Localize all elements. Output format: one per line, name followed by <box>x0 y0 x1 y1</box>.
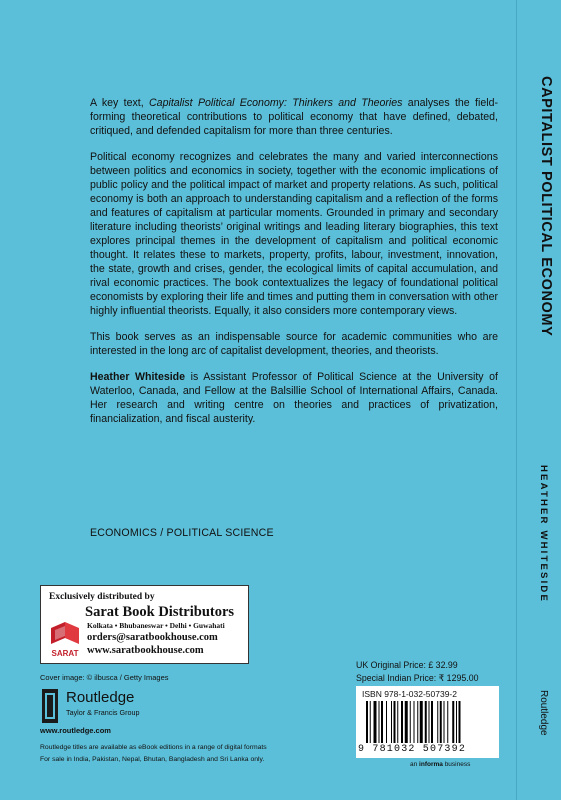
barcode-bar <box>397 701 398 743</box>
barcode-bar <box>425 701 427 743</box>
author-bio <box>90 370 498 426</box>
barcode-bar <box>444 701 445 743</box>
barcode-bar <box>410 701 411 743</box>
barcode-icon <box>366 701 490 743</box>
barcode-bar <box>456 701 457 743</box>
barcode-bar <box>420 701 423 743</box>
blurb-paragraph-1 <box>90 96 498 138</box>
informa-business-tag <box>410 761 470 768</box>
spine-author: HEATHER WHITESIDE <box>538 465 549 604</box>
spine-publisher: Routledge <box>538 690 549 736</box>
book-title-italic: Capitalist Political Economy: Thinkers and Theories <box>149 97 403 109</box>
sarat-logo <box>47 618 83 658</box>
barcode-bar <box>401 701 403 743</box>
barcode-bar <box>452 701 454 743</box>
isbn-text: ISBN 978-1-032-50739-2 <box>362 689 457 699</box>
barcode-bar <box>386 701 387 743</box>
barcode-bar <box>374 701 377 743</box>
publisher-group: Taylor & Francis Group <box>66 708 140 717</box>
author-name: Heather Whiteside <box>90 371 186 383</box>
barcode-bar <box>366 701 368 743</box>
barcode-bar <box>394 701 396 743</box>
blurb-paragraph-2: Political economy recognizes and celebrates the many and varied interconnections between politics and economics in society, together with the economic implications of public policy and the political impact of market and property relations. As such, political economy is both an approach to understanding capitalism and a reflection of the forms and features of capitalism at particular moments. Grounded in primary and secondary literature including theorists’ original writings and leading literary biographies, this text explores principal themes in the development of capitalism and political economic thought. It relates these to markets, property, profits, labour, investment, innovation, the state, growth and crises, gender, the ecological limits of capital accumulation, and rival economic practices. The book contextualizes the legacy of foundational political economists by exploring their life and times and putting them in conversation with other highly influential theorists. Equally, it also considers more contemporary views. <box>90 151 498 317</box>
spine-fold-line <box>516 0 517 800</box>
informa-post: business <box>442 761 471 768</box>
barcode-bar <box>437 701 438 743</box>
barcode-bar <box>405 701 408 743</box>
routledge-logo-icon <box>42 689 58 723</box>
barcode-bar <box>370 701 371 743</box>
publisher-website: www.routledge.com <box>40 726 111 735</box>
informa-pre: an <box>410 761 420 768</box>
barcode-bar <box>459 701 461 743</box>
distributor-website: www.saratbookhouse.com <box>87 645 204 656</box>
barcode-bar <box>447 701 448 743</box>
publisher-name: Routledge <box>66 689 135 706</box>
spine-title: CAPITALIST POLITICAL ECONOMY <box>538 76 554 337</box>
distributor-cities: Kolkata • Bhubaneswar • Delhi • Guwahati <box>87 621 225 630</box>
sale-territory-note: For sale in India, Pakistan, Nepal, Bhutan, Bangladesh and Sri Lanka only. <box>40 756 265 763</box>
blurb <box>90 96 498 438</box>
author-bio-text: is Assistant Professor of Political Science at the University of Waterloo, Canada, and Fellow at the Balsillie School of International Affairs, Canada. Her research and writing centre on theories and practices of privatization, financialization, and fiscal austerity. <box>90 371 498 425</box>
distributor-label: Exclusively distributed by <box>49 592 155 602</box>
subject-category: ECONOMICS / POLITICAL SCIENCE <box>90 527 274 539</box>
sarat-logo-text: SARAT <box>51 649 79 658</box>
barcode-bar <box>391 701 392 743</box>
barcode-bar <box>379 701 380 743</box>
barcode-bar <box>414 701 415 743</box>
barcode-bar <box>381 701 383 743</box>
cover-image-credit: Cover image: © ilbusca / Getty Images <box>40 673 169 682</box>
sarat-book-icon <box>47 618 83 648</box>
indian-price: Special Indian Price: ₹ 1295.00 <box>356 673 479 683</box>
barcode-box <box>356 686 499 758</box>
barcode-digits: 9 781032 507392 <box>358 744 467 755</box>
distributor-email: orders@saratbookhouse.com <box>87 632 218 643</box>
barcode-bar <box>429 701 430 743</box>
blurb-paragraph-3: This book serves as an indispensable source for academic communities who are interested in the long arc of capitalist development, theories, and theorists. <box>90 331 498 357</box>
barcode-bar <box>440 701 442 743</box>
uk-price: UK Original Price: £ 32.99 <box>356 660 458 670</box>
informa-brand: informa <box>419 761 443 768</box>
blurb-intro-text: A key text, <box>90 97 150 109</box>
barcode-bar <box>431 701 433 743</box>
barcode-bar <box>417 701 418 743</box>
distributor-name: Sarat Book Distributors <box>85 604 235 620</box>
ebook-note: Routledge titles are available as eBook editions in a range of digital formats <box>40 744 267 751</box>
distributor-box <box>40 585 249 664</box>
blurb-intro-rest: analyses the field-forming theoretical contributions to political economy that have defined, debated, critiqued, and defended capitalism for more than three centuries. <box>90 97 498 137</box>
